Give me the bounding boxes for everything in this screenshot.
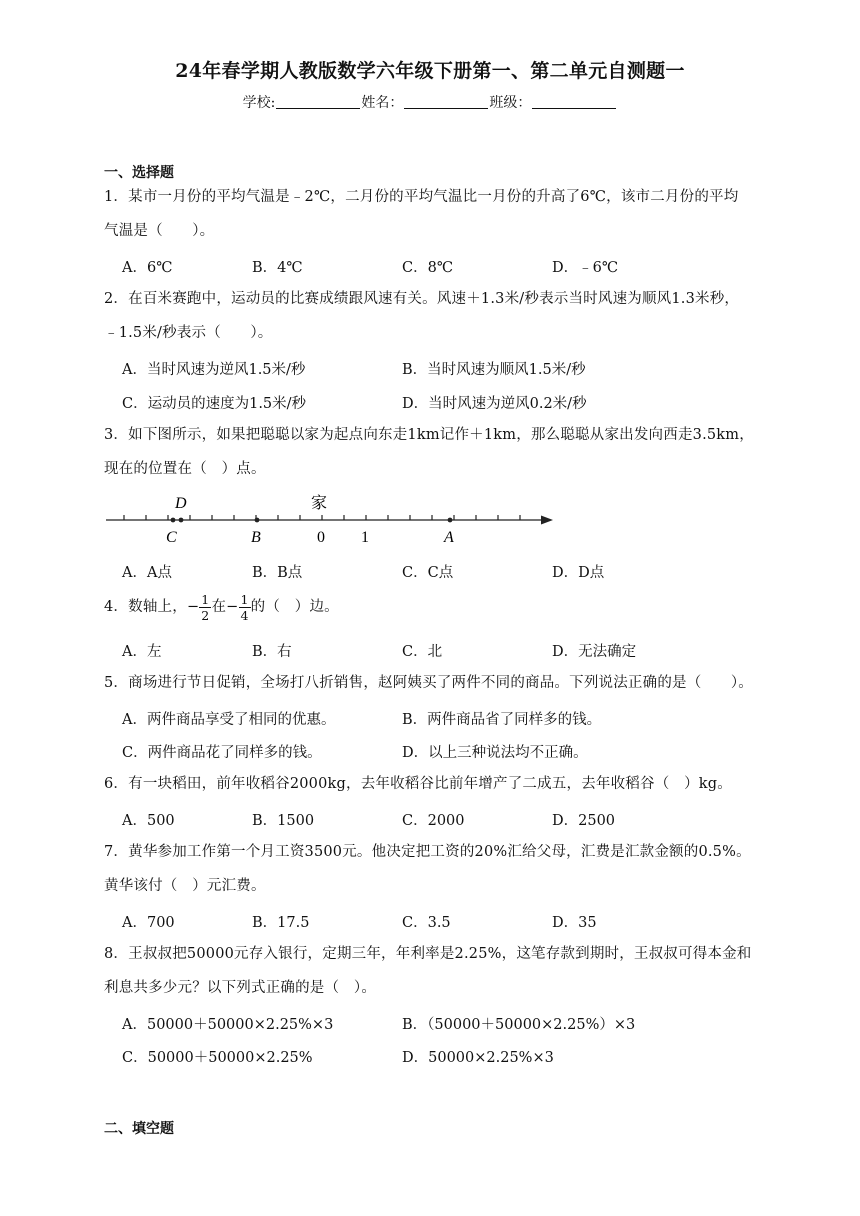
option[interactable]: A．当时风速为逆风1.5米/秒 <box>122 362 306 378</box>
question-2 <box>104 282 764 350</box>
label-a: A <box>444 529 454 546</box>
section-fill-heading: 二、填空题 <box>104 1121 174 1137</box>
question-text: 7．黄华参加工作第一个月工资3500元。他决定把工资的20%汇给父母，汇费是汇款金额的0.5%。 <box>104 844 751 860</box>
fraction-one-quarter <box>239 592 251 623</box>
label-home: 家 <box>311 495 328 512</box>
option[interactable]: C．50000＋50000×2.25% <box>122 1050 313 1066</box>
option[interactable]: D．﹣6℃ <box>552 260 619 276</box>
option[interactable]: D．当时风速为逆风0.2米/秒 <box>402 396 587 412</box>
question-text: 1．某市一月份的平均气温是﹣2℃，二月份的平均气温比一月份的升高了6℃，该市二月份的平均 <box>104 189 739 205</box>
question-8 <box>104 937 764 1005</box>
point-d-dot <box>179 518 184 523</box>
question-text: 2．在百米赛跑中，运动员的比赛成绩跟风速有关。风速＋1.3米/秒表示当时风速为顺风1.3米秒， <box>104 291 740 307</box>
option[interactable]: D．以上三种说法均不正确。 <box>402 745 588 761</box>
option[interactable]: D．2500 <box>552 813 616 829</box>
name-blank[interactable] <box>404 94 488 109</box>
page-title: 24年春学期人教版数学六年级下册第一、第二单元自测题一 <box>175 60 685 82</box>
point-c-dot <box>171 518 176 523</box>
option[interactable]: C．2000 <box>402 813 465 829</box>
option[interactable]: C．C点 <box>402 565 454 581</box>
denominator: 2 <box>201 607 210 623</box>
question-6 <box>104 767 764 801</box>
question-text: 现在的位置在（ ）点。 <box>104 461 266 477</box>
option[interactable]: A．两件商品享受了相同的优惠。 <box>122 712 336 728</box>
fraction-one-half <box>199 592 211 623</box>
question-text: 6．有一块稻田，前年收稻谷2000kg，去年收稻谷比前年增产了二成五，去年收稻谷（ ）kg。 <box>104 776 732 792</box>
section-choice-heading: 一、选择题 <box>104 165 174 181</box>
label-zero: 0 <box>317 529 325 546</box>
label-c: C <box>166 529 177 546</box>
option[interactable]: B．17.5 <box>252 915 310 931</box>
option[interactable]: C．北 <box>402 644 443 660</box>
question-text: 利息共多少元？以下列式正确的是（ ）。 <box>104 980 377 996</box>
option[interactable]: B．B点 <box>252 565 303 581</box>
question-7 <box>104 835 764 903</box>
fraction-sign: − <box>186 599 200 615</box>
question-text: 3．如下图所示，如果把聪聪以家为起点向东走1km记作＋1km，那么聪聪从家出发向西走3.5km， <box>104 427 754 443</box>
option[interactable]: A．A点 <box>122 565 172 581</box>
fraction-sign: − <box>226 599 239 615</box>
option[interactable]: C．两件商品花了同样多的钱。 <box>122 745 322 761</box>
option[interactable]: B．当时风速为顺风1.5米/秒 <box>402 362 586 378</box>
option[interactable]: A．左 <box>122 644 162 660</box>
option[interactable]: C．8℃ <box>402 260 454 276</box>
question-text: 8．王叔叔把50000元存入银行，定期三年，年利率是2.25%，这笔存款到期时，王叔叔可得本金和 <box>104 946 752 962</box>
option[interactable]: B．1500 <box>252 813 315 829</box>
question-text: ﹣1.5米/秒表示（ ）。 <box>104 325 273 341</box>
tick-marks <box>124 515 520 520</box>
option[interactable]: A．6℃ <box>122 260 173 276</box>
option[interactable]: B．右 <box>252 644 292 660</box>
student-info <box>0 92 860 112</box>
question-3 <box>104 418 764 486</box>
question-text: 5．商场进行节日促销，全场打八折销售，赵阿姨买了两件不同的商品。下列说法正确的是（ ）。 <box>104 675 753 691</box>
option[interactable]: B．（50000＋50000×2.25%）×3 <box>402 1017 636 1033</box>
question-text: 4．数轴上， <box>104 599 187 615</box>
option[interactable]: A．500 <box>122 813 175 829</box>
option[interactable]: C．3.5 <box>402 915 451 931</box>
point-a-dot <box>448 518 453 523</box>
label-b: B <box>251 529 261 546</box>
label-one: 1 <box>361 529 369 546</box>
question-1 <box>104 180 764 248</box>
question-text: 在 <box>211 599 227 615</box>
arrow-right-icon <box>541 516 553 525</box>
question-4 <box>104 589 764 625</box>
option[interactable]: C．运动员的速度为1.5米/秒 <box>122 396 307 412</box>
option[interactable]: A．50000＋50000×2.25%×3 <box>122 1017 334 1033</box>
option[interactable]: D．无法确定 <box>552 644 637 660</box>
numerator: 1 <box>201 591 210 607</box>
option[interactable]: D．D点 <box>552 565 605 581</box>
option[interactable]: B．两件商品省了同样多的钱。 <box>402 712 602 728</box>
school-label: 学校: <box>242 95 276 111</box>
option[interactable]: D．50000×2.25%×3 <box>402 1050 554 1066</box>
denominator: 4 <box>240 607 249 623</box>
question-5 <box>104 666 784 700</box>
numerator: 1 <box>240 591 249 607</box>
point-b-dot <box>255 518 260 523</box>
label-d: D <box>175 495 187 512</box>
class-label: 班级： <box>489 95 532 111</box>
number-line-figure <box>98 488 568 546</box>
question-text: 黄华该付（ ）元汇费。 <box>104 878 266 894</box>
question-text: 的（ ）边。 <box>250 599 339 615</box>
option[interactable]: D．35 <box>552 915 597 931</box>
option[interactable]: B．4℃ <box>252 260 303 276</box>
school-blank[interactable] <box>276 94 360 109</box>
option[interactable]: A．700 <box>122 915 175 931</box>
class-blank[interactable] <box>532 94 616 109</box>
name-label: 姓名： <box>361 95 404 111</box>
question-text: 气温是（ ）。 <box>104 223 215 239</box>
